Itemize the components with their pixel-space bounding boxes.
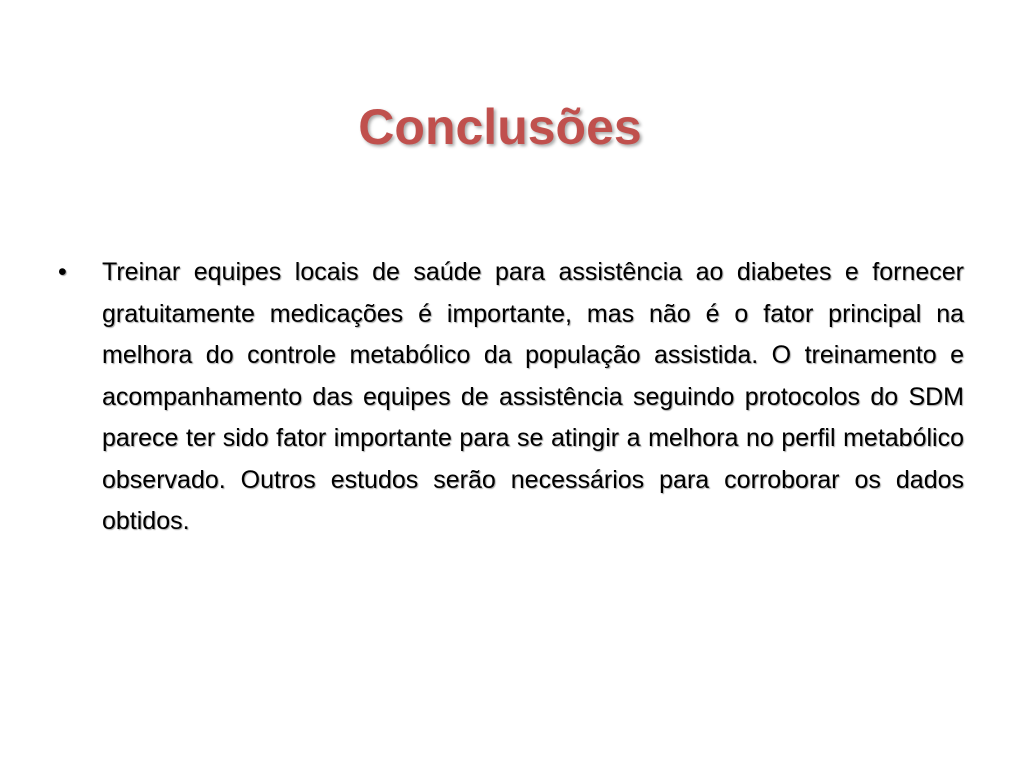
slide-title: Conclusões [358, 99, 642, 155]
bullet-icon: • [58, 258, 67, 286]
slide-body [58, 252, 964, 543]
bullet-text: Treinar equipes locais de saúde para assistência ao diabetes e fornecer gratuitamente medicações é importante, mas não é o fator principal na melhora do controle metabólico da população assistida. O treinamento e acompanhamento das equipes de assistência seguindo protocolos do SDM parece ter sido fator importante para se atingir a melhora no perfil metabólico observado. Outros estudos serão necessários para corroborar os dados obtidos. [102, 258, 964, 535]
bullet-item [58, 252, 964, 543]
